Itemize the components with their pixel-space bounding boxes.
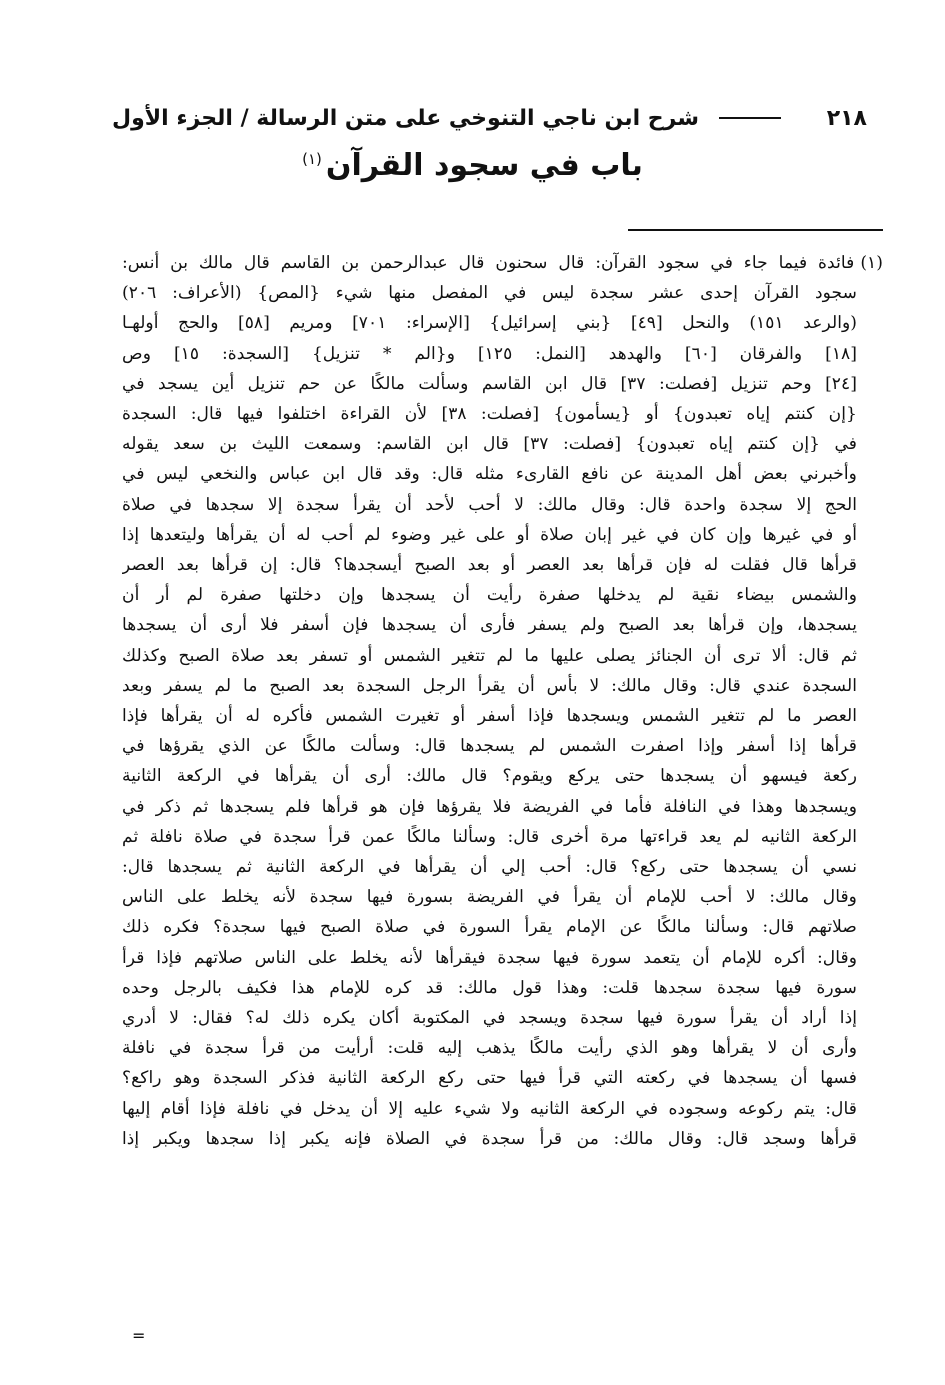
- footnote-line: [122, 701, 883, 731]
- footnote-line-text: أو في غيرها وإن كان في غير إبان صلاة أو على غير وضوء لم أحب له أن يقرأها وليتعدها إذا: [122, 524, 857, 545]
- footnote-line-text: [١٨] والفرقان [٦٠] والهدهد [النمل: ١٢٥] و{الم * تنزيل} [السجدة: ١٥] وص: [122, 343, 857, 364]
- header-rule: [719, 117, 781, 119]
- footnote-line: [122, 459, 883, 489]
- footnote-line: [122, 610, 883, 640]
- continuation-mark: =: [132, 1326, 146, 1345]
- footnote-body: [122, 248, 883, 1154]
- footnote-marker: (١): [860, 253, 883, 273]
- footnote-line-text: العصر ما لم تتغير الشمس ويسجدها فإذا أسفر أو تغيرت الشمس فأكره له أن يقرأها فإذا: [122, 706, 857, 727]
- footnote-line-text: سجود القرآن إحدى عشر سجدة ليس في المفصل منها شيء {المص} (الأعراف: ٢٠٦): [122, 283, 857, 304]
- footnote-line: [122, 308, 883, 338]
- footnote-line-text: فسها أن يسجدها في ركعته التي قرأ فيها حتى ركع الركعة الثانية فذكر السجدة وهو راكع؟: [122, 1068, 857, 1089]
- footnote-line: [122, 1033, 883, 1063]
- footnote-line: [122, 912, 883, 942]
- footnote-line-text: قال: يتم ركوعه وسجوده في الركعة الثانيه ولا شيء عليه إلا أن يدخل في نافلة فإذا أقام إليها: [122, 1098, 857, 1119]
- footnote-line: [122, 1094, 883, 1124]
- footnote-line-text: والشمس بيضاء نقية لم يدخلها صفرة رأيت أن يسجدها وإن دخلتها صفرة لم أر أن: [122, 585, 857, 606]
- footnote-line-text: ويسجدها وهذا في النافلة فأما في الفريضة فلا يقرؤها فإن هو قرأها فلم يسجدها ثم ذكر في: [122, 796, 857, 817]
- footnote-line: [122, 550, 883, 580]
- footnote-line: [122, 761, 883, 791]
- footnote-line-text: قرأها قال فقلت له فإن قرأها بعد العصر أو بعد الصبح أيسجدها؟ قال: إن قرأها بعد العصر: [122, 555, 857, 576]
- footnote-line: [122, 731, 883, 761]
- chapter-footnote-ref[interactable]: (١): [302, 150, 322, 168]
- footnote-line-text: وقال مالك: لا أحب للإمام أن يقرأ في الفريضة بسورة فيها سجدة لأنه يخلط على الناس: [122, 887, 857, 908]
- footnote-line: [122, 822, 883, 852]
- chapter-title-text: باب في سجود القرآن: [325, 148, 643, 183]
- footnote-line-text: الحج إلا سجدة واحدة قال: وقال مالك: لا أحب لأحد أن يقرأ سجدة إلا سجدها في صلاة: [122, 494, 857, 515]
- footnote-line-text: السجدة عندي قال: وقال مالك: لا بأس أن يقرأ الرجل السجدة بعد الصبح ما لم يسفر وبعد: [122, 675, 857, 696]
- footnote-line: [122, 429, 883, 459]
- footnote-line: [122, 339, 883, 369]
- footnote-line-text: فائدة فيما جاء في سجود القرآن: قال سحنون قال عبدالرحمن بن القاسم قال مالك بن أنس:: [122, 253, 855, 273]
- page-number: ٢١٨: [826, 105, 867, 131]
- footnote-line-text: وقال: أكره للإمام أن يتعمد سورة فيها سجدة فيقرأها لأنه يخلط على الناس صلاتهم فإذا قرأ: [122, 947, 857, 968]
- footnote-line: [122, 369, 883, 399]
- footnote-line: [122, 1063, 883, 1093]
- footnote-line: [122, 943, 883, 973]
- footnote-line-text: قرأها إذا أسفر وإذا اصفرت الشمس لم يسجدها قال: وسألت مالكًا عن الذي يقرؤها في: [122, 736, 857, 757]
- footnote-line: [122, 973, 883, 1003]
- footnote-line-text: سورة فيها سجدة سجدها قلت: وهذا قول مالك: قد كره للإمام هذا فكيف بالرجل وحده: [122, 977, 857, 998]
- footnote-line-text: صلاتهم قال: وسألنا مالكًا عن الإمام يقرأ السورة في صلاة الصبح فيها سجدة؟ فكره ذلك: [122, 917, 857, 938]
- footnote-line: [122, 882, 883, 912]
- running-header: [112, 96, 867, 140]
- footnote-line: [122, 520, 883, 550]
- footnote-line-text: نسي أن يسجدها حتى ركع؟ قال: أحب إلي أن يقرأها في الركعة الثانية ثم يسجدها قال:: [122, 857, 857, 878]
- footnote-line-text: {إن كنتم إياه تعبدون} أو {يسأمون} [فصلت: ٣٨] لأن القراءة اختلفوا فيها قال: السجدة: [122, 404, 857, 425]
- chapter-title: [0, 148, 945, 183]
- footnote-line: [122, 278, 883, 308]
- footnote-line: [122, 490, 883, 520]
- footnote-line-text: في {إن كنتم إياه تعبدون} [فصلت: ٣٧] قال ابن القاسم: وسمعت الليث بن سعد يقوله: [122, 434, 857, 455]
- footnote-line-text: وأخبرني بعض أهل المدينة عن نافع القارىء مثله قال: وقد قال ابن عباس والنخعي ليس في: [122, 464, 857, 485]
- footnote-line: [122, 852, 883, 882]
- footnote-line-text: ثم قال: ألا ترى أن الجنائز يصلى عليها ما لم تتغير الشمس أو تسفر بعد صلاة الصبح وكذلك: [122, 645, 857, 666]
- footnote-line-text: وأرى أن لا يقرأها وهو الذي رأيت مالكًا يذهب إليه قلت: أرأيت من قرأ سجدة في نافلة: [122, 1038, 857, 1059]
- footnote-line: [122, 792, 883, 822]
- footnote-separator: [628, 229, 883, 231]
- footnote-line-text: إذا أراد أن يقرأ سورة فيها سجدة ويسجد في المكتوبة أكان يكره ذلك له؟ فقال: لا أدري: [122, 1008, 857, 1029]
- footnote-line: [122, 671, 883, 701]
- footnote-line-text: الركعة الثانيه لم يعد قراءتها مرة أخرى قال: وسألنا مالكًا عمن قرأ سجدة في صلاة نافلة ثم: [122, 826, 857, 847]
- footnote-line-text: [٢٤] وحم تنزيل [فصلت: ٣٧] قال ابن القاسم وسألت مالكًا عن حم تنزيل أين يسجد في: [122, 373, 857, 394]
- footnote-line-text: ركعة فيسهو أن يسجدها حتى يركع ويقوم؟ قال مالك: أرى أن يقرأها في الركعة الثانية: [122, 766, 857, 787]
- footnote-line: [122, 399, 883, 429]
- footnote-line: [122, 1124, 883, 1154]
- running-title: شرح ابن ناجي التنوخي على متن الرسالة / الجزء الأول: [112, 105, 699, 131]
- footnote-line: [122, 580, 883, 610]
- footnote-line: [122, 1003, 883, 1033]
- footnote-line-text: (والرعد ١٥١) والنحل [٤٩] {بني إسرائيل} [الإسراء: ٧٠١] ومريم [٥٨] والحج أولهـا: [122, 313, 858, 334]
- footnote-line: [122, 248, 883, 278]
- footnote-line-text: يسجدها، وإن قرأها بعد الصبح ولم يسفر فأرى أن يسجدها فإن أسفر فلا أرى أن يسجدها: [122, 615, 857, 636]
- footnote-line: [122, 641, 883, 671]
- footnote-line-text: قرأها وسجد قال: وقال مالك: من قرأ سجدة في الصلاة فإنه يكبر إذا سجدها ويكبر إذا: [122, 1128, 857, 1149]
